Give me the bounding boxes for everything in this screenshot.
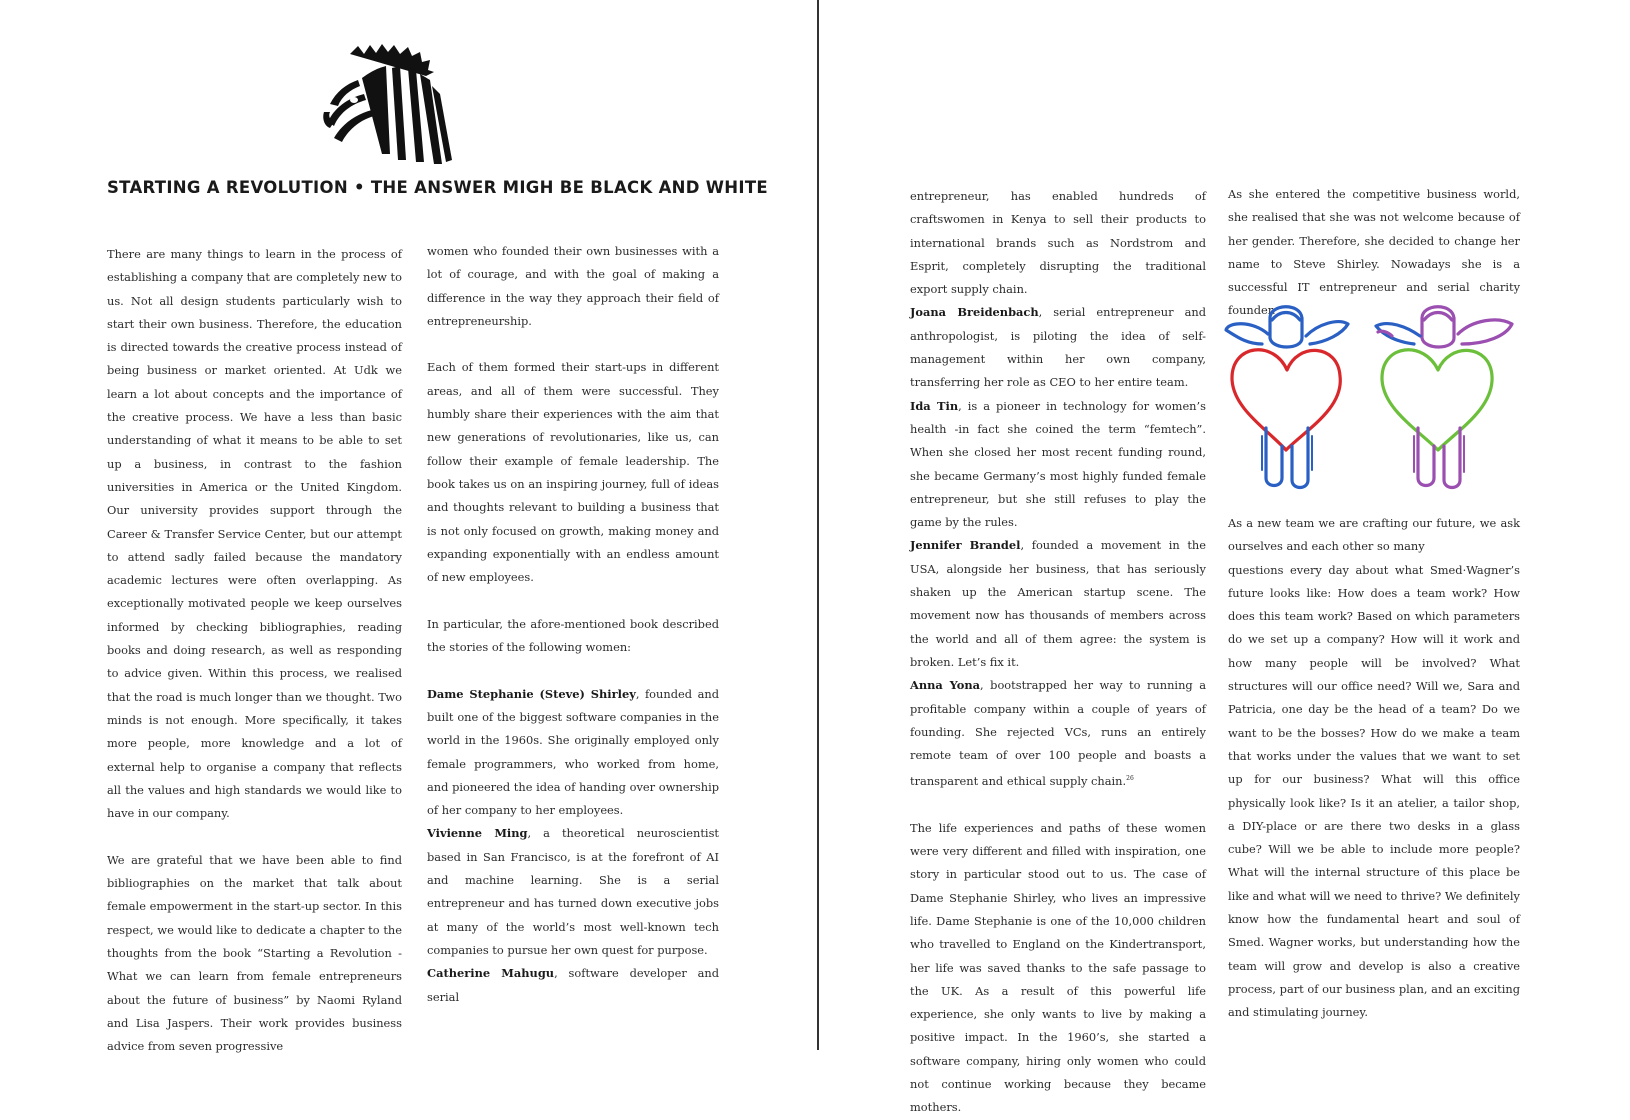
profile-text: , a theoretical neuroscientist based in San Francisco, is at the forefront of AI and machine learning. She is a serial entrepreneur and has turned down executive jobs at many of the world’s most well-known tech companies to pursue her own quest for purpose. [427,826,719,957]
profile-text: , serial entrepreneur and anthropologist, is piloting the idea of self-management within her own company, transferring her role as CEO to her entire team. [910,305,1206,390]
profile-name: Jennifer Brandel [910,538,1021,553]
column-4-bottom [1228,512,1520,1025]
paragraph: questions every day about what Smed·Wagner’s future looks like: How does a team work? How does this team work? Based on which parameters do we set up a company? How will it work and how many people will be involved? What structures will our office need? Will we, Sara and Patricia, one day be the head of a team? Do we want to be the bosses? How do we make a team that works under the values that we want to set up for our business? What will this office physically look like? Is it an atelier, a tailor shop, a DIY-place or are there two desks in a glass cube? Will we be able to include more people? What will the internal structure of this place be like and what will we need to thrive? We definitely know how the fundamental heart and soul of Smed. Wagner works, but understanding how the team will grow and develop is also a creative process, part of our business plan, and an exciting and stimulating journey. [1228,562,1520,1020]
wing-right [1306,322,1348,344]
paragraph: women who founded their own businesses with a lot of courage, and with the goal of making a difference in the way they approach their field of entrepreneurship. [427,244,719,328]
heart-figures-illustration [1222,300,1524,510]
profile-text: , founded a movement in the USA, alongside her business, that has seriously shaken up the American startup scene. The movement now has thousands of members across the world and all of them agree: the system is broken. Let’s fix it. [910,538,1206,669]
column-1 [107,243,402,1058]
paragraph: Each of them formed their start-ups in different areas, and all of them were successful. They humbly share their experiences with the aim that new generations of revolutionaries, like us, can follow their example of female leadership. The book takes us on an inspiring journey, full of ideas and thoughts relevant to building a business that is not only focused on growth, making money and expanding exponentially with an endless amount of new employees. [427,360,719,585]
profile-name: Joana Breidenbach [910,305,1039,320]
profile-anna [910,674,1206,793]
heart-figure-left [1226,307,1348,488]
profile-name: Vivienne Ming [427,826,528,841]
paragraph: The life experiences and paths of these women were very different and filled with inspiration, one story in particular stood out to us. The case of Dame Stephanie Shirley, who lives an impressive life. Dame Stephanie is one of the 10,000 children who travelled to England on the Kindertransport, her life was saved thanks to the safe passage to the UK. As a result of this powerful life experience, she only wants to live by making a positive impact. In the 1960’s, she started a software company, hiring only women who could not continue working because they became mothers. [910,820,1206,1115]
paragraph: We are grateful that we have been able to find bibliographies on the market that talk about female empowerment in the start-up sector. In this respect, we would like to dedicate a chapter to the thoughts from the book “Starting a Revolution - What we can learn from female entrepreneurs about the future of business” by Naomi Ryland and Lisa Jaspers. Their work provides business advice from seven progressive [107,852,402,1054]
profile-ida [910,395,1206,535]
heart [1382,350,1492,450]
wing-left [1226,324,1268,344]
wing-left [1376,324,1420,344]
profile-shirley [427,683,719,823]
profile-text: , bootstrapped her way to running a profitable company within a couple of years of founding. She rejected VCs, runs an entirely remote team of over 100 people and boasts a transparent and ethical supply chain. [910,678,1206,789]
heart [1232,350,1340,450]
column-2 [427,240,719,1009]
profile-name: Dame Stephanie (Steve) Shirley [427,686,636,701]
paragraph: In particular, the afore-mentioned book described the stories of the following women: [427,616,719,655]
profile-text: , founded and built one of the biggest software companies in the world in the 1960s. She originally employed only female programmers, who worked from home, and pioneered the idea of handing over ownership of her company to her employees. [427,686,719,818]
profile-mahugu [427,962,719,1009]
paragraph: As she entered the competitive business world, she realised that she was not welcome because of her gender. Therefore, she decided to change her name to Steve Shirley. Nowadays she is a successful IT entrepreneur and serial charity founder. [1228,187,1520,318]
profile-joana [910,301,1206,394]
paragraph: entrepreneur, has enabled hundreds of craftswomen in Kenya to sell their products to international brands such as Nordstrom and Esprit, completely disrupting the traditional export supply chain. [910,189,1206,297]
profile-jennifer [910,534,1206,674]
column-3 [910,185,1206,1120]
footnote-marker: 26 [1126,775,1134,783]
profile-name: Ida Tin [910,398,959,413]
profile-text: , is a pioneer in technology for women’s health -in fact she coined the term “femtech”. When she closed her most recent funding round, she became Germany’s most highly funded female entrepreneur, but she still refuses to play the game by the rules. [910,398,1206,530]
page-title: STARTING A REVOLUTION • THE ANSWER MIGH BE BLACK AND WHITE [107,178,768,197]
profile-text: , software developer and serial [427,966,720,1004]
paragraph: There are many things to learn in the process of establishing a company that are completely new to us. Not all design students particularly wish to start their own business. Therefore, the education is directed towards the creative process instead of being business or market oriented. At Udk we learn a lot about concepts and the importance of the creative process. We have a less than basic understanding of what it means to be able to set up a business, in contrast to the fashion universities in America or the United Kingdom. Our university provides support through the Career & Transfer Service Center, but our attempt to attend sadly failed because the mandatory academic lectures were often overlapping. As exceptionally motivated people we keep ourselves informed by checking bibliographies, reading books and doing research, as well as responding to advice given. Within this process, we realised that the road is much longer than we thought. Two minds is not enough. More specifically, it takes more people, more knowledge and a lot of external help to organise a company that reflects all the values and high standards we would like to have in our company. [107,247,402,821]
heart-figure-right [1376,307,1512,488]
profile-name: Catherine Mahugu [427,966,555,981]
profile-name: Anna Yona [910,678,981,693]
page-divider [817,0,819,1050]
zebra-illustration [320,42,460,167]
wing-right [1458,320,1512,344]
profile-ming [427,822,719,962]
paragraph: As a new team we are crafting our future, we ask ourselves and each other so many [1228,516,1520,554]
